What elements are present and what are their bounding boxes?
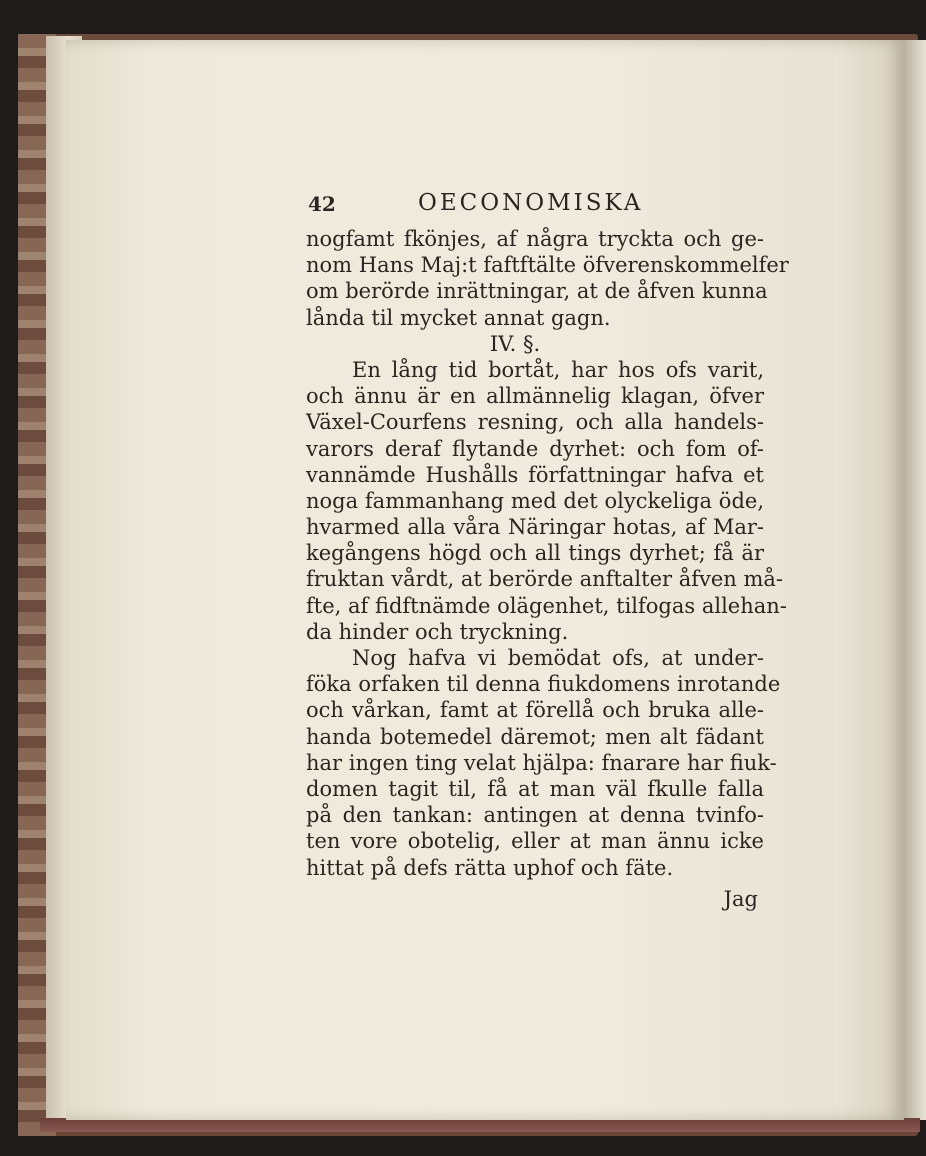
text-line: nogfamt fkönjes, af några tryckta och ge- [306, 227, 764, 251]
text-line: En lång tid bortåt, har hos ofs varit, [352, 357, 764, 382]
paragraph-2 [306, 357, 787, 645]
text-line: ten vore obotelig, eller at man ännu icke [306, 829, 764, 854]
text-line: da hinder och tryckning. [306, 619, 569, 644]
page-text-block [306, 186, 789, 913]
catchword: Jag [723, 886, 758, 911]
text-line: handa botemedel däremot; men alt fädant [306, 724, 764, 749]
text-line: föka orfaken til denna fiukdomens inrotande [306, 672, 781, 697]
text-line: fte, af fidftnämde olägenhet, tilfogas allehan- [306, 593, 787, 618]
text-line: om berörde inrättningar, at de åfven kunna [306, 279, 768, 304]
text-line: vannämde Hushålls författningar hafva et [306, 462, 764, 487]
text-line: hvarmed alla våra Näringar hotas, af Mar- [306, 515, 764, 540]
cover-bottom-edge [40, 1118, 920, 1132]
text-line: noga fammanhang med det olyckeliga öde, [306, 488, 764, 513]
text-line: varors deraf flytande dyrhet: och fom of- [306, 436, 764, 461]
page-number: 42 [308, 192, 336, 216]
text-line: domen tagit til, få at man väl fkulle falla [306, 776, 764, 801]
running-head: OECONOMISKA [418, 190, 644, 216]
text-line: kegångens högd och all tings dyrhet; få är [306, 541, 764, 566]
text-line: fruktan vårdt, at berörde anftalter åfven må- [306, 567, 784, 592]
facing-leaf-edge [904, 40, 926, 1120]
text-line: har ingen ting velat hjälpa: fnarare har fiuk- [306, 750, 777, 775]
text-line: lånda til mycket annat gagn. [306, 305, 611, 330]
text-line: Växel-Courfens resning, och alla handels- [306, 410, 764, 435]
paragraph-3 [306, 645, 781, 881]
text-line: på den tankan: antingen at denna tvinfo- [306, 803, 764, 828]
paragraph-1 [306, 226, 789, 331]
text-line: Nog hafva vi bemödat ofs, at under- [352, 646, 764, 670]
text-line: nom Hans Maj:t faftftälte öfverenskommelfer [306, 253, 789, 278]
text-line: och vårkan, famt at förellå och bruka alle- [306, 698, 764, 723]
text-line: och ännu är en allmännelig klagan, öfver [306, 384, 764, 409]
text-line: hittat på defs rätta uphof och fäte. [306, 855, 674, 880]
section-heading: IV. §. [489, 331, 541, 356]
page-header [306, 186, 764, 226]
